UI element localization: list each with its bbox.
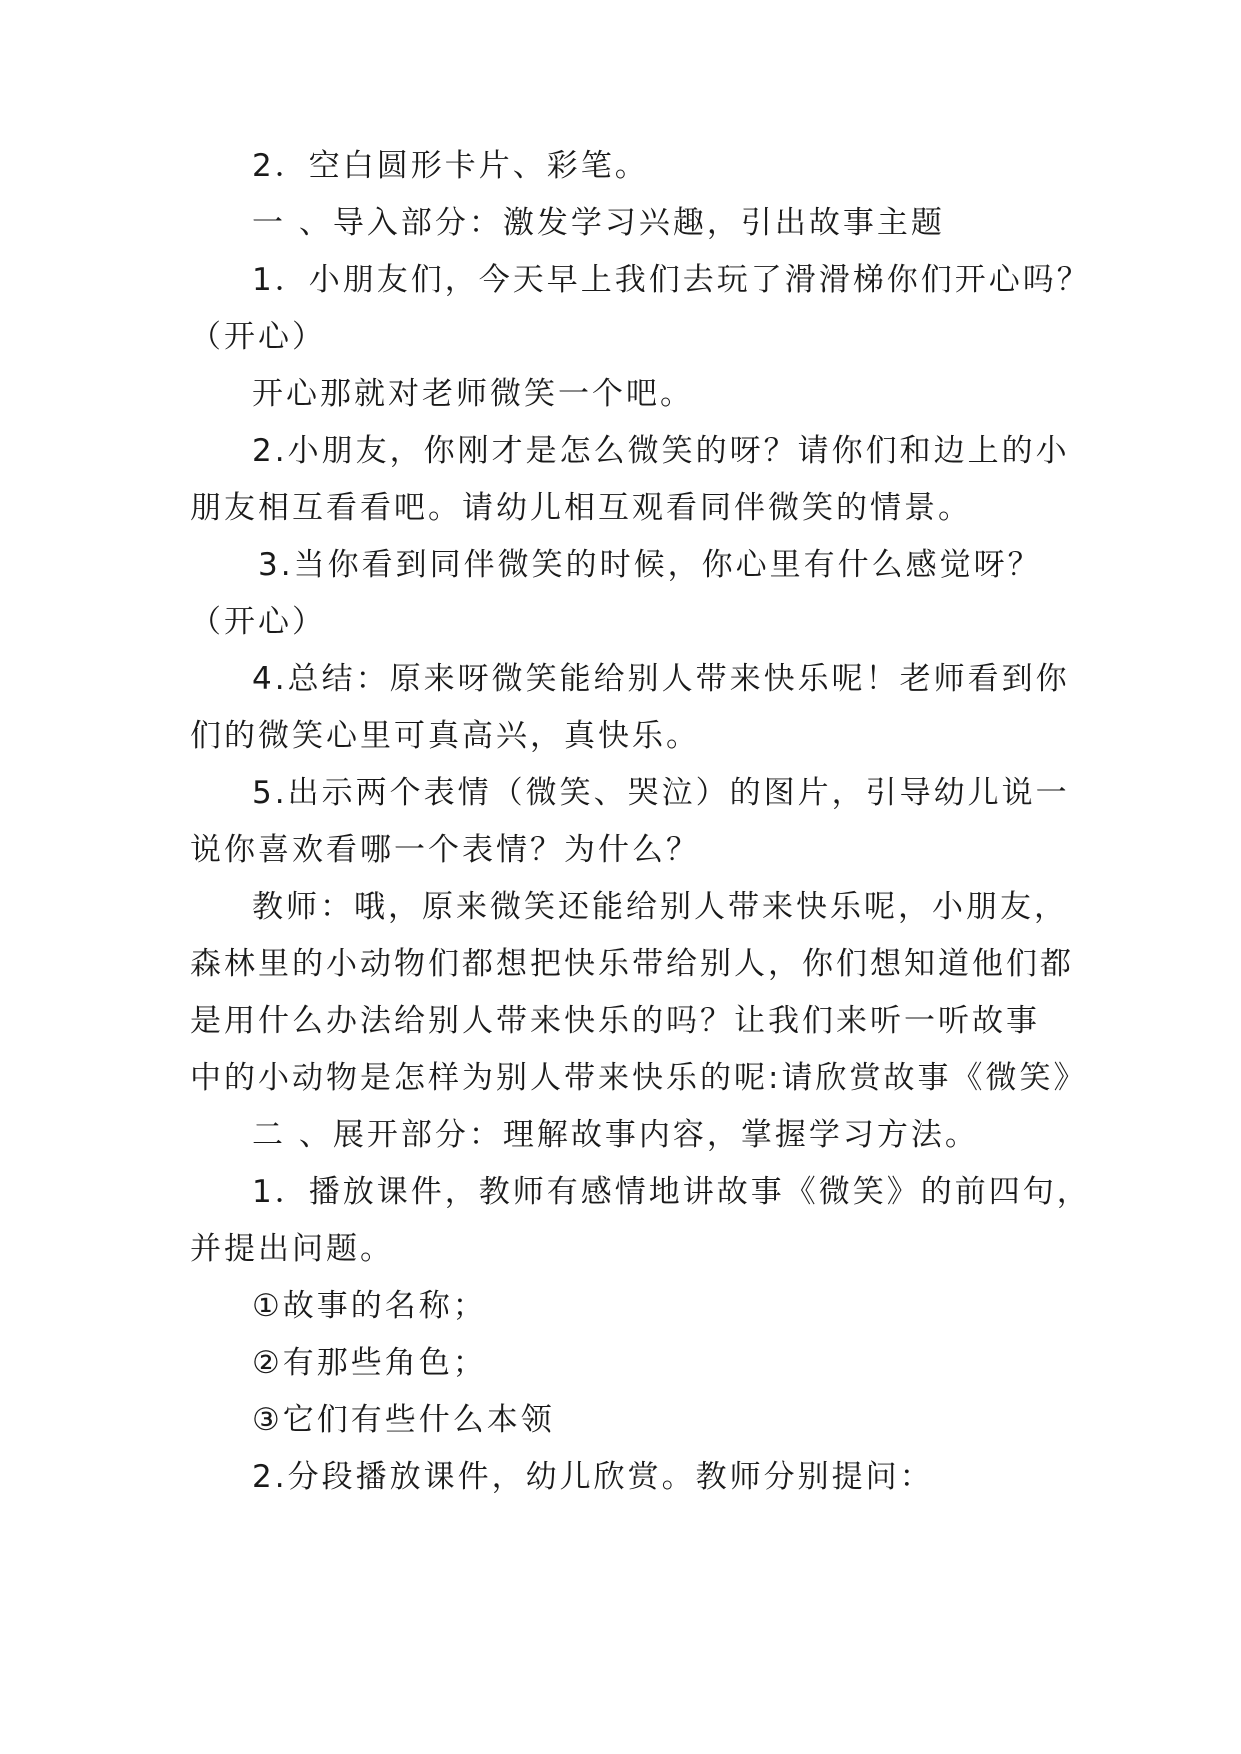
text-line: 开心那就对老师微笑一个吧。 (252, 376, 694, 412)
section-heading: 二 、展开部分：理解故事内容，掌握学习方法。 (252, 1117, 979, 1153)
text-line: 2.小朋友，你刚才是怎么微笑的呀？请你们和边上的小 (252, 433, 1070, 469)
text-line: 1．小朋友们，今天早上我们去玩了滑滑梯你们开心吗？ (252, 262, 1091, 298)
text-line: 2．空白圆形卡片、彩笔。 (252, 148, 649, 184)
text-line: 们的微笑心里可真高兴，真快乐。 (190, 718, 700, 754)
text-line: 教师：哦，原来微笑还能给别人带来快乐呢，小朋友， (252, 889, 1068, 925)
text-line: 说你喜欢看哪一个表情？为什么？ (190, 832, 700, 868)
text-line: 5.出示两个表情（微笑、哭泣）的图片，引导幼儿说一 (252, 775, 1070, 811)
list-item: ①故事的名称； (252, 1288, 487, 1324)
text-line: （开心） (190, 604, 326, 640)
text-line: 朋友相互看看吧。请幼儿相互观看同伴微笑的情景。 (190, 490, 972, 526)
list-item: ②有那些角色； (252, 1345, 487, 1381)
text-line: 4.总结：原来呀微笑能给别人带来快乐呢！老师看到你 (252, 661, 1070, 697)
text-line: 2.分段播放课件，幼儿欣赏。教师分别提问： (252, 1459, 934, 1495)
text-line: 中的小动物是怎样为别人带来快乐的呢:请欣赏故事《微笑》 (190, 1060, 1088, 1096)
text-line: 是用什么办法给别人带来快乐的吗？让我们来听一听故事 (190, 1003, 1040, 1039)
text-line: 森林里的小动物们都想把快乐带给别人，你们想知道他们都 (190, 946, 1074, 982)
list-item: ③它们有些什么本领 (252, 1402, 555, 1438)
text-line: （开心） (190, 319, 326, 355)
text-line: 1．播放课件，教师有感情地讲故事《微笑》的前四句， (252, 1174, 1091, 1210)
section-heading: 一 、导入部分：激发学习兴趣，引出故事主题 (252, 205, 945, 241)
text-line: 并提出问题。 (190, 1231, 394, 1267)
text-line: 3.当你看到同伴微笑的时候，你心里有什么感觉呀？ (258, 547, 1042, 583)
